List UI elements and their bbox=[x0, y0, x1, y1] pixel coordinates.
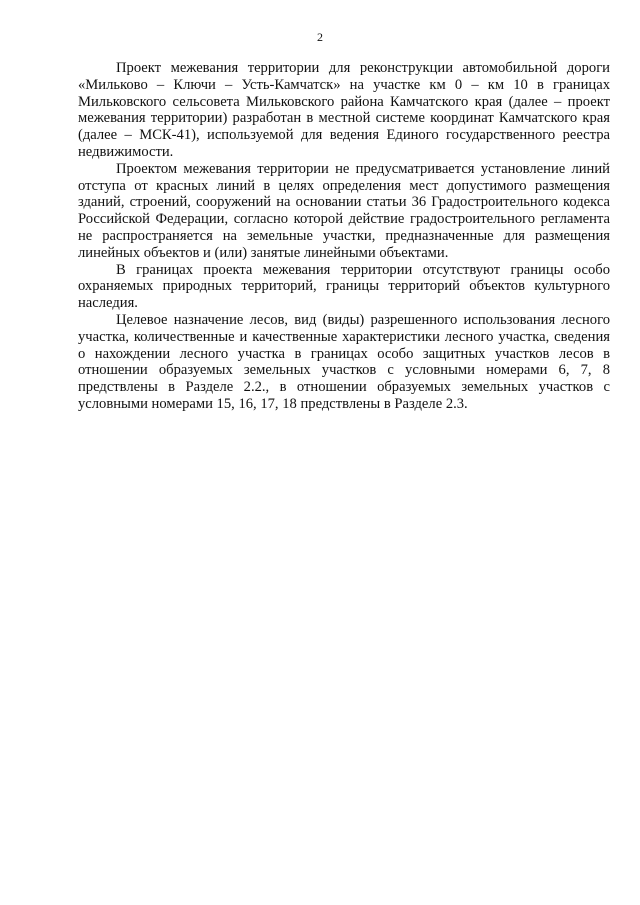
page-number: 2 bbox=[317, 30, 323, 44]
paragraph-protected-territories: В границах проекта межевания территории отсутствуют границы особо охраняемых природных территорий, границы территорий объектов культурного наследия. bbox=[78, 261, 610, 312]
paragraph-project-description: Проект межевания территории для реконструкции автомобильной дороги «Мильково – Ключи – Усть-Камчатск» на участке км 0 – км 10 в границах Мильковского сельсовета Мильковского района Камчатского края (далее – проект межевания территории) разработан в местной системе координат Камчатского края (далее – МСК-41), используемой для ведения Единого государственного реестра недвижимости. bbox=[78, 60, 610, 160]
paragraph-setback-lines: Проектом межевания территории не предусматривается установление линий отступа от красных линий в целях определения мест допустимого размещения зданий, строений, сооружений на основании статьи 36 Градостроительного кодекса Российской Федерации, согласно которой действие градостроительного регламента не распространяется на земельные участки, предназначенные для размещения линейных объектов и (или) занятые линейными объектами. bbox=[78, 160, 610, 261]
document-body bbox=[78, 60, 610, 413]
paragraph-forest-purpose: Целевое назначение лесов, вид (виды) разрешенного использования лесного участка, количественные и качественные характеристики лесного участка, сведения о нахождении лесного участка в границах особо защитных участков лесов в отношении образуемых земельных участков с условными номерами 6, 7, 8 предствлены в Разделе 2.2., в отношении образуемых земельных участков с условными номерами 15, 16, 17, 18 предствлены в Разделе 2.3. bbox=[78, 311, 610, 412]
